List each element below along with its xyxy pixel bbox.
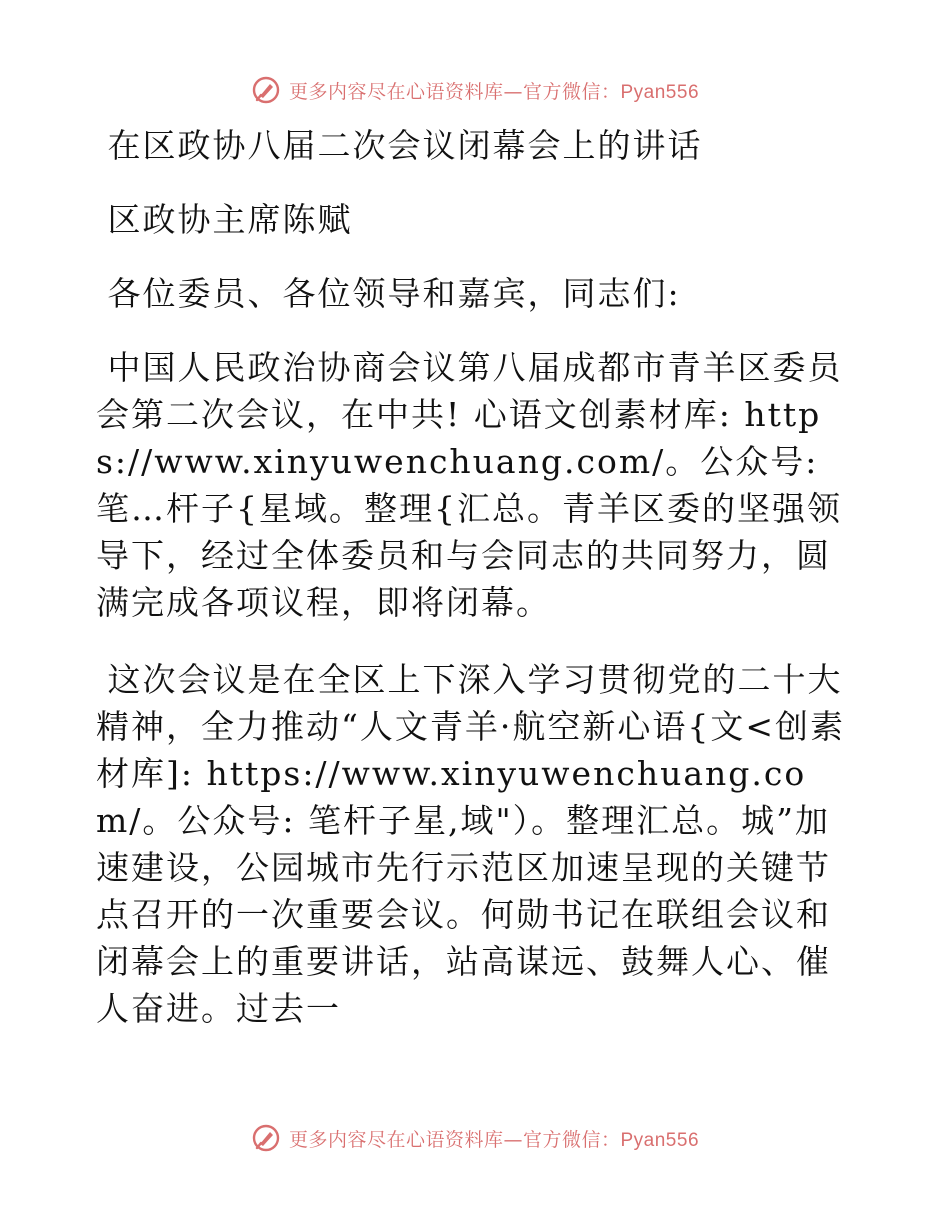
watermark-text: 更多内容尽在心语资料库—官方微信：Pyan556	[288, 80, 700, 103]
watermark-footer	[0, 1118, 950, 1158]
paragraph-1: 中国人民政治协商会议第八届成都市青羊区委员会第二次会议，在中共! 心语文创素材库: https://www.xinyuwenchuang.com/。公众号: 笔…杆子{星域。整理{汇总。青羊区委的坚强领导下，经过全体委员和与会同志的共同努力，圆满完成各项议程，即将闭幕。	[96, 348, 843, 622]
salutation: 各位委员、各位领导和嘉宾，同志们:	[107, 274, 681, 313]
pen-nib-circle-icon	[251, 75, 281, 105]
pen-nib-circle-icon	[251, 1123, 281, 1153]
speaker-line: 区政协主席陈赋	[107, 200, 353, 239]
watermark-header	[0, 70, 950, 110]
document-title: 在区政协八届二次会议闭幕会上的讲话	[107, 126, 703, 165]
paragraph-2: 这次会议是在全区上下深入学习贯彻党的二十大精神，全力推动“人文青羊·航空新心语{文<创素材库]: https://www.xinyuwenchuang.com/。公众号: 笔杆子星,域"）。整理汇总。城”加速建设，公园城市先行示范区加速呈现的关键节点召开的一次重要会议。何勋书记在联组会议和闭幕会上的重要讲话，站高谋远、鼓舞人心、催人奋进。过去一	[96, 660, 846, 1028]
document-body	[96, 122, 856, 1032]
watermark-text: 更多内容尽在心语资料库—官方微信：Pyan556	[288, 1128, 700, 1151]
